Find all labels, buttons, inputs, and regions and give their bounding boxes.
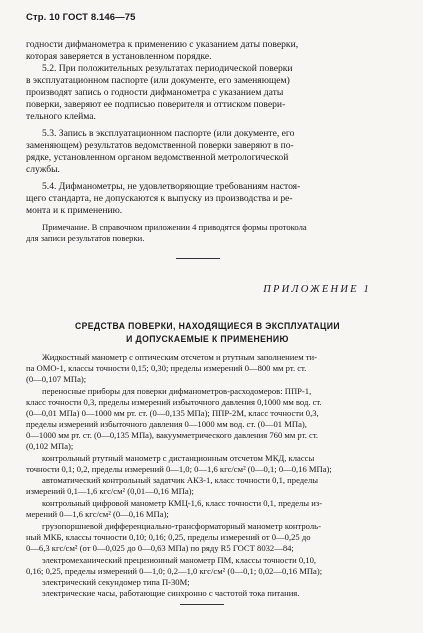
appendix-label: ПРИЛОЖЕНИЕ 1 bbox=[263, 284, 371, 295]
appendix-body-line: 0—6,3 кгс/см² (от 0—0,025 до 0—0,63 МПа) по ряду R5 ГОСТ 8032—84; bbox=[26, 543, 294, 553]
appendix-body-line: Жидкостный манометр с оптическим отсчетом и ртутным заполнением ти- bbox=[42, 352, 317, 362]
section-5-3-line: службы. bbox=[26, 164, 60, 175]
appendix-title-line: И ДОПУСКАЕМЫЕ К ПРИМЕНЕНИЮ bbox=[126, 334, 289, 344]
note-line: для записи результатов поверки. bbox=[26, 233, 145, 243]
appendix-body-line: класс точности 0,3, пределы измерений избыточного давления 0,1000 мм вод. ст. bbox=[26, 397, 322, 407]
appendix-body-line: (0,102 МПа); bbox=[26, 441, 74, 451]
appendix-body-line: переносные приборы для поверки дифманометров-расходомеров: ППР-1, bbox=[42, 386, 312, 396]
appendix-body-line: точности 0,1; 0,2, пределы измерений 0—1,0; 0—1,6 кгс/см² (0—0,1; 0—0,16 МПа); bbox=[26, 464, 332, 474]
appendix-body-line: автоматический контрольный задатчик АКЗ-1, класс точности 0,1, пределы bbox=[42, 475, 319, 485]
section-5-2-line: в эксплуатационном паспорте (или документе, его заменяющем) bbox=[26, 75, 290, 86]
appendix-body-line: ный МКБ, классы точности 0,10; 0,16; 0,25, пределы измерений от 0—0,25 до bbox=[26, 532, 311, 542]
paragraph-line: которая заверяется в установленном порядке. bbox=[26, 51, 212, 62]
appendix-body-line: мерений 0—1,6 кгс/см² (0—0,16 МПа); bbox=[26, 509, 169, 519]
section-5-3-line: 5.3. Запись в эксплуатационном паспорте (или документе, его bbox=[42, 128, 295, 139]
bottom-divider-line bbox=[180, 604, 224, 605]
appendix-body-line: пределы измерений избыточного давления 0—1000 мм вод. ст. (0—01 МПа), bbox=[26, 419, 307, 429]
appendix-body-line: электрический секундомер типа П-30М; bbox=[42, 577, 190, 587]
appendix-body-line: контрольный цифровой манометр КМЦ-1,6, класс точности 0,1, пределы из- bbox=[42, 498, 323, 508]
appendix-body-line: электромеханический прецизионный манометр ПМ, классы точности 0,10, bbox=[42, 555, 317, 565]
appendix-body-line: 0—1000 мм рт. ст. (0—0,135 МПа), вакуумметрического давления 760 мм рт. ст. bbox=[26, 430, 319, 440]
section-5-2-line: поверки, заверяют ее подписью поверителя и оттиском повери- bbox=[26, 99, 286, 110]
appendix-title-line: СРЕДСТВА ПОВЕРКИ, НАХОДЯЩИЕСЯ В ЭКСПЛУАТАЦИИ bbox=[75, 321, 340, 331]
page-header: Стр. 10 ГОСТ 8.146—75 bbox=[26, 12, 136, 23]
note-line: Примечание. В справочном приложении 4 приводятся формы протокола bbox=[42, 222, 307, 232]
section-5-4-line: 5.4. Дифманометры, не удовлетворяющие требованиям настоя- bbox=[42, 181, 301, 192]
paragraph-line: годности дифманометра к применению с указанием даты поверки, bbox=[26, 39, 299, 50]
section-5-2-line: 5.2. При положительных результатах периодической поверки bbox=[42, 63, 293, 74]
appendix-body-line: 0,16; 0,25, пределы измерений 0—1,0; 0,2—1,0 кгс/см² (0—0,1; 0,02—0,16 МПа); bbox=[26, 566, 323, 576]
appendix-body-line: (0—0,01 МПа) 0—1000 мм рт. ст. (0—0,135 МПа); ППР-2М, класс точности 0,3, bbox=[26, 408, 319, 418]
section-5-4-line: монта и к применению. bbox=[26, 205, 123, 216]
appendix-body-line: грузопоршневой дифференциально-трансформаторный манометр контроль- bbox=[42, 521, 321, 531]
appendix-body-line: контрольный ртутный манометр с дистанционным отсчетом МКД, классы bbox=[42, 453, 315, 463]
section-5-3-line: заменяющем) результатов ведомственной поверки заверяют в по- bbox=[26, 140, 294, 151]
appendix-body-line: электрические часы, работающие синхронно с частотой тока питания. bbox=[42, 588, 300, 598]
appendix-body-line: измерений 0,1—1,6 кгс/см² (0,01—0,16 МПа); bbox=[26, 486, 194, 496]
divider-line bbox=[176, 258, 220, 259]
appendix-body-line: па ОМО-1, классы точности 0,15; 0,30; пределы измерений 0—800 мм рт. ст. bbox=[26, 363, 307, 373]
section-5-2-line: тельного клейма. bbox=[26, 111, 96, 122]
section-5-4-line: щего стандарта, не допускаются к выпуску из производства и ре- bbox=[26, 193, 293, 204]
section-5-3-line: рядке, установленном органом ведомственной метрологической bbox=[26, 152, 289, 163]
section-5-2-line: производят запись о годности дифманометра с указанием даты bbox=[26, 87, 284, 98]
appendix-body-line: (0—0,107 МПа); bbox=[26, 374, 87, 384]
